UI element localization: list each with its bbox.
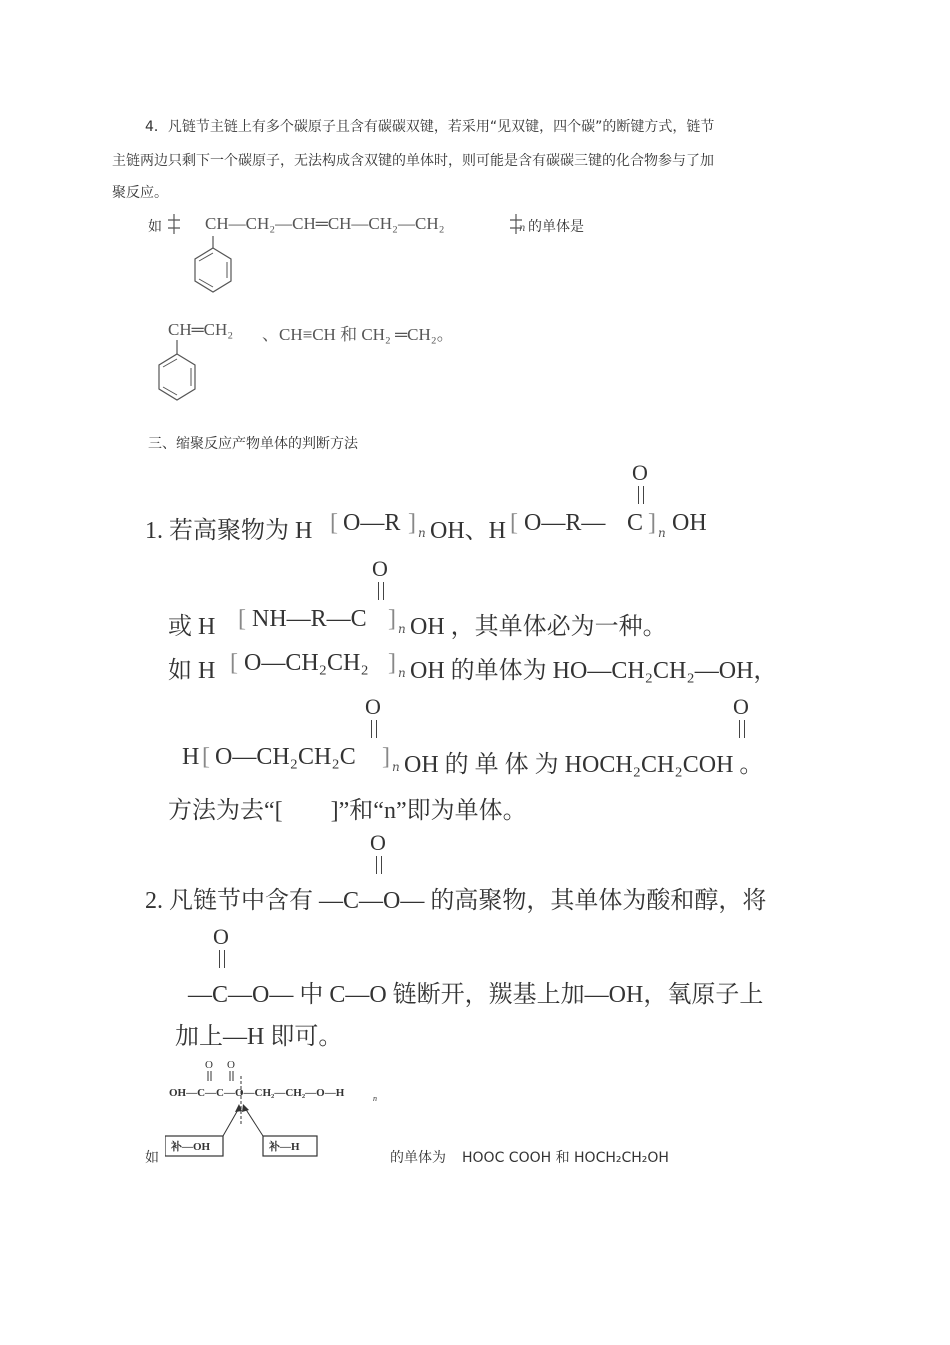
fig-box1: 补—OH bbox=[171, 1141, 211, 1153]
p8: 加上—H 即可。 bbox=[175, 1024, 343, 1050]
bracket-open: [ bbox=[202, 744, 210, 770]
benzene-ring-icon bbox=[186, 236, 246, 311]
bracket-open: [ bbox=[238, 606, 246, 632]
benzene-ring-icon-2 bbox=[150, 340, 210, 420]
para-line-3: 聚反应。 bbox=[112, 185, 168, 201]
example-prefix: 如 bbox=[148, 219, 162, 235]
p1-f: OH bbox=[672, 510, 707, 536]
oxygen-label: O bbox=[733, 694, 749, 719]
p7: —C—O— 中 C—O 链断开，羰基上加—OH，氧原子上 bbox=[188, 982, 764, 1008]
monomer-styrene: CH═CH₂ bbox=[168, 320, 234, 339]
para-line-2: 主链两边只剩下一个碳原子，无法构成含双键的单体时，则可能是含有碳碳三键的化合物参与了加 bbox=[112, 153, 714, 169]
p2-c: OH ，其单体必为一种。 bbox=[410, 614, 667, 640]
p5: 方法为去“[ ]”和“n”即为单体。 bbox=[168, 798, 527, 824]
oxygen-label: O bbox=[213, 924, 229, 949]
para-line-1: 4．凡链节主链上有多个碳原子且含有碳碳双键，若采用“见双键，四个碳”的断键方式，链节 bbox=[145, 119, 715, 135]
bracket-open: [ bbox=[230, 650, 238, 676]
p1-c: OH、H bbox=[430, 518, 506, 544]
oxygen-label: O bbox=[632, 460, 648, 485]
n-subscript: n bbox=[519, 223, 526, 234]
p3-b: O—CH₂CH₂ bbox=[244, 650, 369, 676]
bracket-close: ] bbox=[648, 510, 656, 536]
polymer-chain: CH—CH₂—CH═CH—CH₂—CH₂ bbox=[205, 214, 445, 233]
p6: 2. 凡链节中含有 —C—O— 的高聚物，其单体为酸和醇，将 bbox=[145, 888, 767, 914]
oxygen-label: O bbox=[372, 556, 388, 581]
p1-d: O—R— bbox=[524, 510, 606, 536]
p2-a: 或 H bbox=[168, 614, 216, 640]
example-suffix: 的单体是 bbox=[528, 219, 584, 235]
p3-c: OH 的单体为 HO—CH₂CH₂—OH， bbox=[410, 658, 778, 684]
double-bond bbox=[378, 582, 384, 600]
double-bond bbox=[638, 486, 644, 504]
double-bond bbox=[739, 720, 745, 738]
bracket-close: ] bbox=[388, 606, 396, 632]
n-sub: n bbox=[398, 666, 406, 680]
p4-c: OH 的 单 体 为 HOCH₂CH₂COH 。 bbox=[404, 752, 764, 778]
last-monomers: HOOC COOH 和 HOCH₂CH₂OH bbox=[462, 1150, 669, 1166]
bracket-close: ] bbox=[388, 650, 396, 676]
monomer-rest: 、CH≡CH 和 CH₂ ═CH₂。 bbox=[262, 325, 454, 344]
bracket-close: ] bbox=[408, 510, 416, 536]
fig-o1: O bbox=[205, 1059, 213, 1071]
double-bond bbox=[371, 720, 377, 738]
p3-a: 如 H bbox=[168, 658, 216, 684]
oxygen-label: O bbox=[370, 830, 386, 855]
n-sub: n bbox=[392, 760, 400, 774]
n-sub: n bbox=[418, 526, 426, 540]
fig-o2: O bbox=[227, 1059, 235, 1071]
p2-b: NH—R—C bbox=[252, 606, 367, 632]
last-prefix: 如 bbox=[145, 1150, 159, 1166]
p4-b: O—CH₂CH₂C bbox=[215, 744, 356, 770]
section-title: 三、缩聚反应产物单体的判断方法 bbox=[148, 436, 358, 452]
oxygen-label: O bbox=[365, 694, 381, 719]
bracket-open: [ bbox=[330, 510, 338, 536]
n-sub: n bbox=[398, 622, 406, 636]
p1-e: C bbox=[627, 510, 644, 536]
svg-text:n: n bbox=[373, 1094, 377, 1103]
n-sub: n bbox=[658, 526, 666, 540]
last-text: 的单体为 bbox=[390, 1150, 446, 1166]
bracket-open: [ bbox=[510, 510, 518, 536]
fig-chain: OH—C—C—O—CH₂—CH₂—O—H bbox=[169, 1087, 345, 1099]
double-bond bbox=[219, 950, 225, 968]
bracket-close: ] bbox=[382, 744, 390, 770]
polyester-figure bbox=[165, 1054, 405, 1164]
fig-box2: 补—H bbox=[269, 1141, 300, 1153]
double-bond bbox=[376, 856, 382, 874]
p1-b: O—R bbox=[343, 510, 401, 536]
p4-a: H bbox=[182, 744, 200, 770]
p1-a: 1. 若高聚物为 H bbox=[145, 518, 313, 544]
